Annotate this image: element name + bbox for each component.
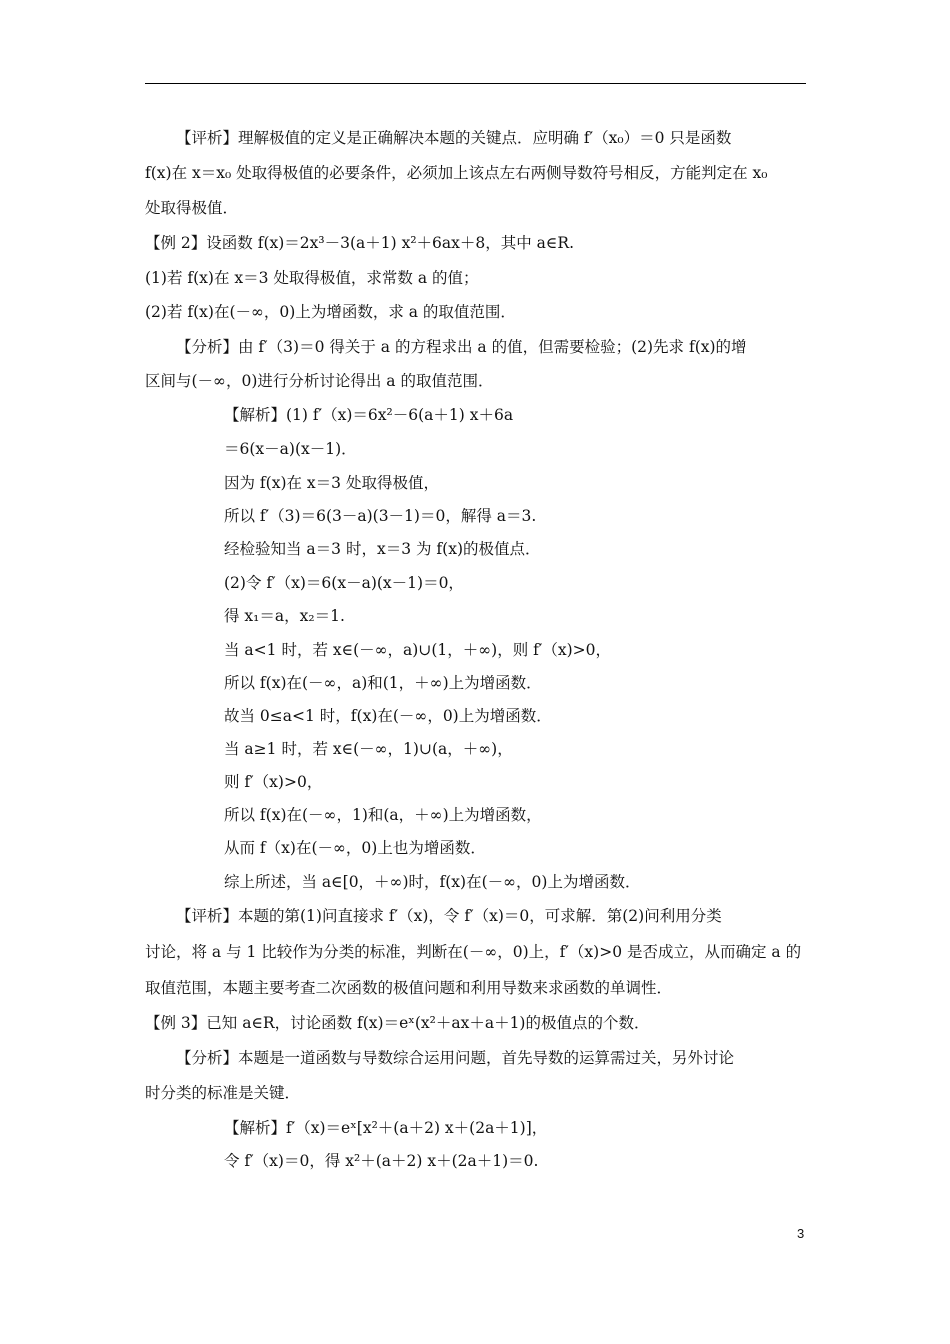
text-line: (2)若 f(x)在(－∞，0)上为增函数，求 a 的取值范围． [145,303,516,321]
text-line: 【例 2】设函数 f(x)＝2x³－3(a＋1) x²＋6ax＋8，其中 a∈R. [145,234,574,252]
text-line: 当 a≥1 时，若 x∈(－∞，1)∪(a，＋∞)， [224,740,513,758]
text-line: 【分析】由 f′（3)＝0 得关于 a 的方程求出 a 的值，但需要检验；(2)先求 f(x)的增 [176,338,747,356]
text-line: 综上所述，当 a∈[0，＋∞)时，f(x)在(－∞，0)上为增函数． [224,873,641,891]
text-line: (1)若 f(x)在 x＝3 处取得极值，求常数 a 的值； [145,269,479,287]
text-line: 当 a<1 时，若 x∈(－∞，a)∪(1，＋∞)，则 f′（x)>0， [224,641,612,659]
text-line: 【解析】f′（x)＝eˣ[x²＋(a＋2) x＋(2a＋1)]， [224,1119,548,1137]
text-line: 则 f′（x)>0， [224,773,323,791]
header-rule [145,83,806,84]
text-line: 【分析】本题是一道函数与导数综合运用问题，首先导数的运算需过关，另外讨论 [176,1049,735,1067]
text-line: 所以 f′（3)＝6(3－a)(3－1)＝0，解得 a＝3. [224,507,537,525]
text-line: 【例 3】已知 a∈R，讨论函数 f(x)＝eˣ(x²＋ax＋a＋1)的极值点的个数． [145,1014,650,1032]
text-line: 故当 0≤a<1 时，f(x)在(－∞，0)上为增函数． [224,707,552,725]
text-line: 讨论，将 a 与 1 比较作为分类的标准，判断在(－∞，0)上，f′（x)>0 是否成立，从而确定 a 的 [145,943,802,961]
text-line: 时分类的标准是关键． [145,1084,301,1102]
text-line: 【评析】理解极值的定义是正确解决本题的关键点．应明确 f′（x₀）＝0 只是函数 [176,129,732,147]
text-line: 所以 f(x)在(－∞，1)和(a，＋∞)上为增函数， [224,806,542,824]
page-number: 3 [797,1226,805,1241]
text-line: 从而 f（x)在(－∞，0)上也为增函数． [224,839,486,857]
text-line: 处取得极值． [145,199,239,217]
text-line: f(x)在 x＝x₀ 处取得极值的必要条件，必须加上该点左右两侧导数符号相反，方能判定在 x₀ [145,164,768,182]
text-line: ＝6(x－a)(x－1)． [224,440,357,458]
text-line: 【解析】(1) f′（x)＝6x²－6(a＋1) x＋6a [224,406,514,424]
text-line: 经检验知当 a＝3 时，x＝3 为 f(x)的极值点． [224,540,541,558]
text-line: 取值范围，本题主要考查二次函数的极值问题和利用导数来求函数的单调性． [145,979,673,997]
text-line: 得 x₁＝a，x₂＝1. [224,607,345,625]
text-line: 令 f′（x)＝0，得 x²＋(a＋2) x＋(2a＋1)＝0. [224,1152,539,1170]
text-line: (2)令 f′（x)＝6(x－a)(x－1)＝0， [224,574,464,592]
text-line: 因为 f(x)在 x＝3 处取得极值， [224,474,439,492]
text-line: 【评析】本题的第(1)问直接求 f′（x)，令 f′（x)＝0，可求解．第(2)问利用分类 [176,907,722,925]
text-line: 所以 f(x)在(－∞，a)和(1，＋∞)上为增函数． [224,674,542,692]
text-line: 区间与(－∞，0)进行分析讨论得出 a 的取值范围． [145,372,494,390]
